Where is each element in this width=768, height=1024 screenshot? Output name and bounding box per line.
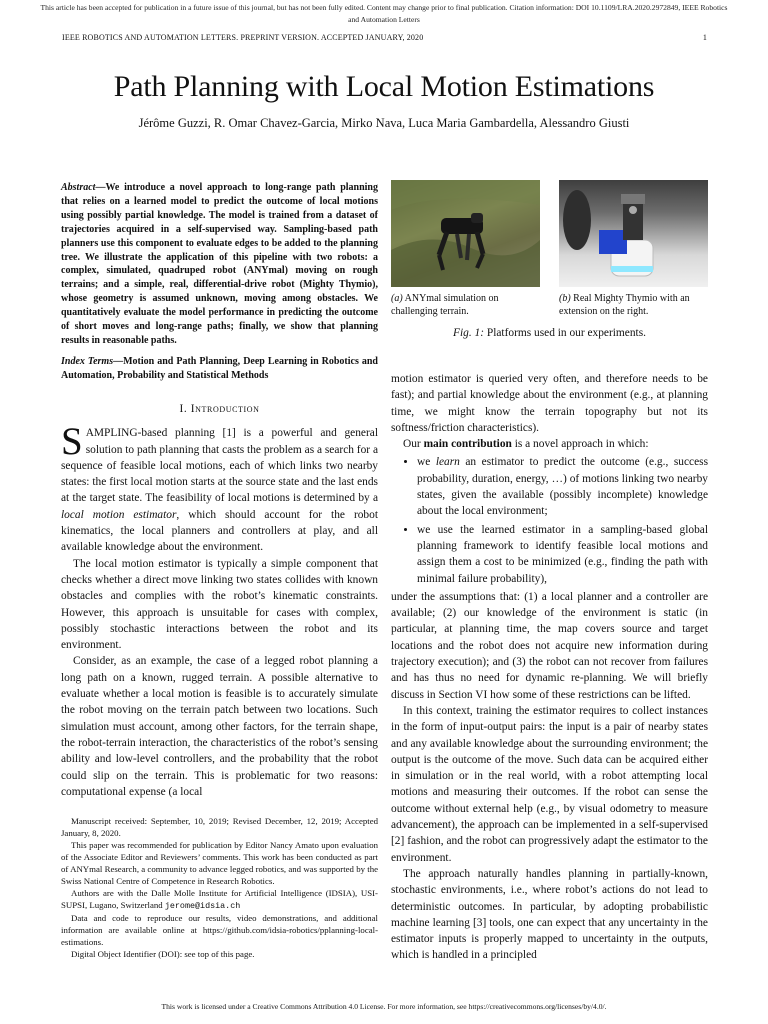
context-paragraph: In this context, training the estimator requires to collect instances in the form of input-output pairs: the input is a pair of nearby states and any available knowledge about the surrounding environment; the output is the outcome of the move. Such data can be acquired either in simulation or in the real world, with a robot attempting local motions and measuring their outcomes. If the robot can sense the outcome without external help (e.g., by visual odometry to measure advancement), the approach can be implemented in a self-supervised [2] fashion, and the robot can progressively adapt the estimator to the environment. (391, 704, 708, 864)
drop-cap: S (61, 420, 83, 464)
thymio-robot-image (559, 180, 708, 287)
section-heading: I. Introduction (179, 403, 260, 415)
subfigure-b-label: (b) (559, 293, 571, 304)
subfigure-a-text: ANYmal simulation on challenging terrain. (391, 293, 499, 317)
contribution-item-1 (417, 454, 708, 519)
contrib-intro-c: is a novel approach in which: (511, 438, 649, 451)
continued-paragraph: motion estimator is queried very often, and therefore needs to be fast); and partial knowledge about the environment (e.g., at planning time, we might know the terrain topography but not its softness/friction characteristics). (391, 373, 708, 434)
running-head (62, 33, 707, 42)
abstract-label: Abstract (61, 182, 96, 193)
index-terms-text: —Motion and Path Planning, Deep Learning in Robotics and Automation, Probability and Statistical Methods (61, 356, 378, 381)
page-number: 1 (702, 33, 707, 42)
anymal-simulation-image (391, 180, 540, 287)
figure-caption-label: Fig. 1: (453, 327, 485, 339)
intro-paragraph-1 (61, 420, 378, 555)
bullet1-a: we (417, 456, 436, 469)
notice-line-1: This article has been accepted for publication in a future issue of this journal, but has not been fully edited. Content may change prior to final publication. Citation information: DOI 10.1109/LRA.2020.2972849, IEEE Robotics (40, 3, 728, 12)
footnote-doi: Digital Object Identifier (DOI): see top of this page. (71, 949, 255, 959)
notice-line-2: and Automation Letters (348, 15, 420, 24)
contribution-item-2: • we use the learned estimator in a sampling-based global planning framework to identify feasible local motions and assign them a cost to be minimized (e.g., finding the path with minimal failure probability), (417, 522, 708, 587)
publication-notice (20, 2, 748, 26)
contribution-list (391, 454, 708, 586)
paper-title: Path Planning with Local Motion Estimations (113, 70, 655, 103)
affiliation-text: Authors are with the Dalle Molle Institute for Artificial Intelligence (IDSIA), USI-SUPSI, Lugano, Switzerland (61, 888, 378, 910)
index-terms-label: Index Terms (61, 356, 114, 367)
journal-header: IEEE ROBOTICS AND AUTOMATION LETTERS. PREPRINT VERSION. ACCEPTED JANUARY, 2020 (62, 33, 424, 42)
right-column (391, 371, 708, 964)
bullet1-b: an estimator to predict the outcome (e.g., success probability, duration, energy, …) of motions linking two nearby states, given the available (possibly incomplete) knowledge about the local environment; (417, 456, 708, 518)
footnote-affiliation (61, 887, 378, 912)
left-column (61, 383, 378, 800)
intro-p1-text: AMPLING-based planning [1] is a powerful and general solution to path planning that casts the problem as a search for a sequence of feasible local motions, each of which links two nearby states: the first local motion starts at the source state and the last ends at the target state. The feasibility of local motions is determined by a (61, 427, 378, 505)
intro-paragraph-3: Consider, as an example, the case of a legged robot planning a long path on a known, rugged terrain. A possible alternative to evaluate whether a local motion is feasible is to accurately simulate the robot moving on the terrain patch between two locations. Such simulation must account, among other factors, for the terrain shape, the robot-terrain interaction, the characteristics of the robot’s sensing ability and low-level controllers, and the probability that the robot could slip on the terrain. This is problematic for two reasons: computational expense (a local (61, 655, 378, 798)
approach-paragraph: The approach naturally handles planning in partially-known, stochastic environments, i.e., where robot’s actions do not lead to deterministic outcomes. In particular, by adopting probabilistic machine learning [3] tools, one can expect that any uncertainty in the estimator inputs is properly mapped to uncertainty in the outputs, which is handled in a principled (391, 867, 708, 962)
subfigure-b-caption (559, 292, 708, 318)
license-notice: This work is licensed under a Creative Commons Attribution 4.0 License. For more information, see https://creativecommons.org/licenses/by/4.0/. (161, 1002, 607, 1011)
intro-paragraph-2: The local motion estimator is typically a simple component that checks whether a direct move linking two states collides with known obstacles and complies with the robot’s kinematic constraints. However, this approach is unsuitable for cases with complex, possibly stochastic interactions between the robot and its environment. (61, 557, 378, 652)
bullet1-emphasis: learn (435, 456, 460, 469)
subfigure-a-label: (a) (391, 293, 403, 304)
subfigure-a-caption (391, 292, 540, 318)
abstract (61, 181, 378, 348)
intro-p1-end: , which should account for the robot kinematics, the local planners and controllers at play, and all available knowledge about the environment. (61, 508, 378, 554)
footnote-recommendation: This paper was recommended for publication by Editor Nancy Amato upon evaluation of the Associate Editor and Reviewers’ comments. This work has been conducted as part of ANYmal Research, a community to advance legged robotics, and was supported by the Swiss National Centre of Competence in Research Robotics. (61, 840, 378, 886)
index-terms (61, 355, 378, 383)
abstract-text: —We introduce a novel approach to long-range path planning that relies on a learned model to predict the outcome of local motions using possibly partial knowledge. The model is trained from a dataset of trajectories acquired in a self-supervised way. Sampling-based path planners use this component to evaluate edges to be added to the planning tree. We illustrate the application of this pipeline with two robots: a complex, simulated, quadruped robot (ANYmal) moving on rough terrains; and a simple, real, differential-drive robot (Mighty Thymio), whose geometry is assumed unknown, moving among obstacles. We quantitatively evaluate the model performance in predicting the outcome of short moves and long-range paths; finally, we show that planning results in reasonable paths. (61, 182, 378, 346)
figure-caption (391, 327, 708, 339)
figure-caption-text: Platforms used in our experiments. (484, 327, 646, 339)
contribution-intro (391, 436, 708, 452)
footnote-data-code: Data and code to reproduce our results, video demonstrations, and additional information are available online at https://github.com/idsia-robotics/pplanning-local-estimations. (61, 913, 378, 947)
contrib-intro-a: Our (403, 438, 424, 451)
intro-p1-emphasis: local motion estimator (61, 508, 177, 521)
footnotes (61, 815, 378, 960)
footnote-manuscript: Manuscript received: September, 10, 2019; Revised December, 12, 2019; Accepted January, 8, 2020. (61, 816, 378, 838)
subfigure-b-text: Real Mighty Thymio with an extension on the right. (559, 293, 690, 317)
contrib-intro-bold: main contribution (423, 438, 512, 451)
author-email: jerome@idsia.ch (164, 901, 241, 911)
assumptions-paragraph: under the assumptions that: (1) a local planner and a controller are available; (2) our knowledge of the environment is static (in particular, at planning time, the map covers source and target locations and the robot does not acquire new information during trajectory execution); and (3) the robot can not recover from failures and has thus no need for dynamic re-planning. We will briefly discuss in Section VI how some of these restrictions can be lifted. (391, 590, 708, 701)
author-list: Jérôme Guzzi, R. Omar Chavez-Garcia, Mirko Nava, Luca Maria Gambardella, Alessandro Giusti (138, 116, 630, 130)
